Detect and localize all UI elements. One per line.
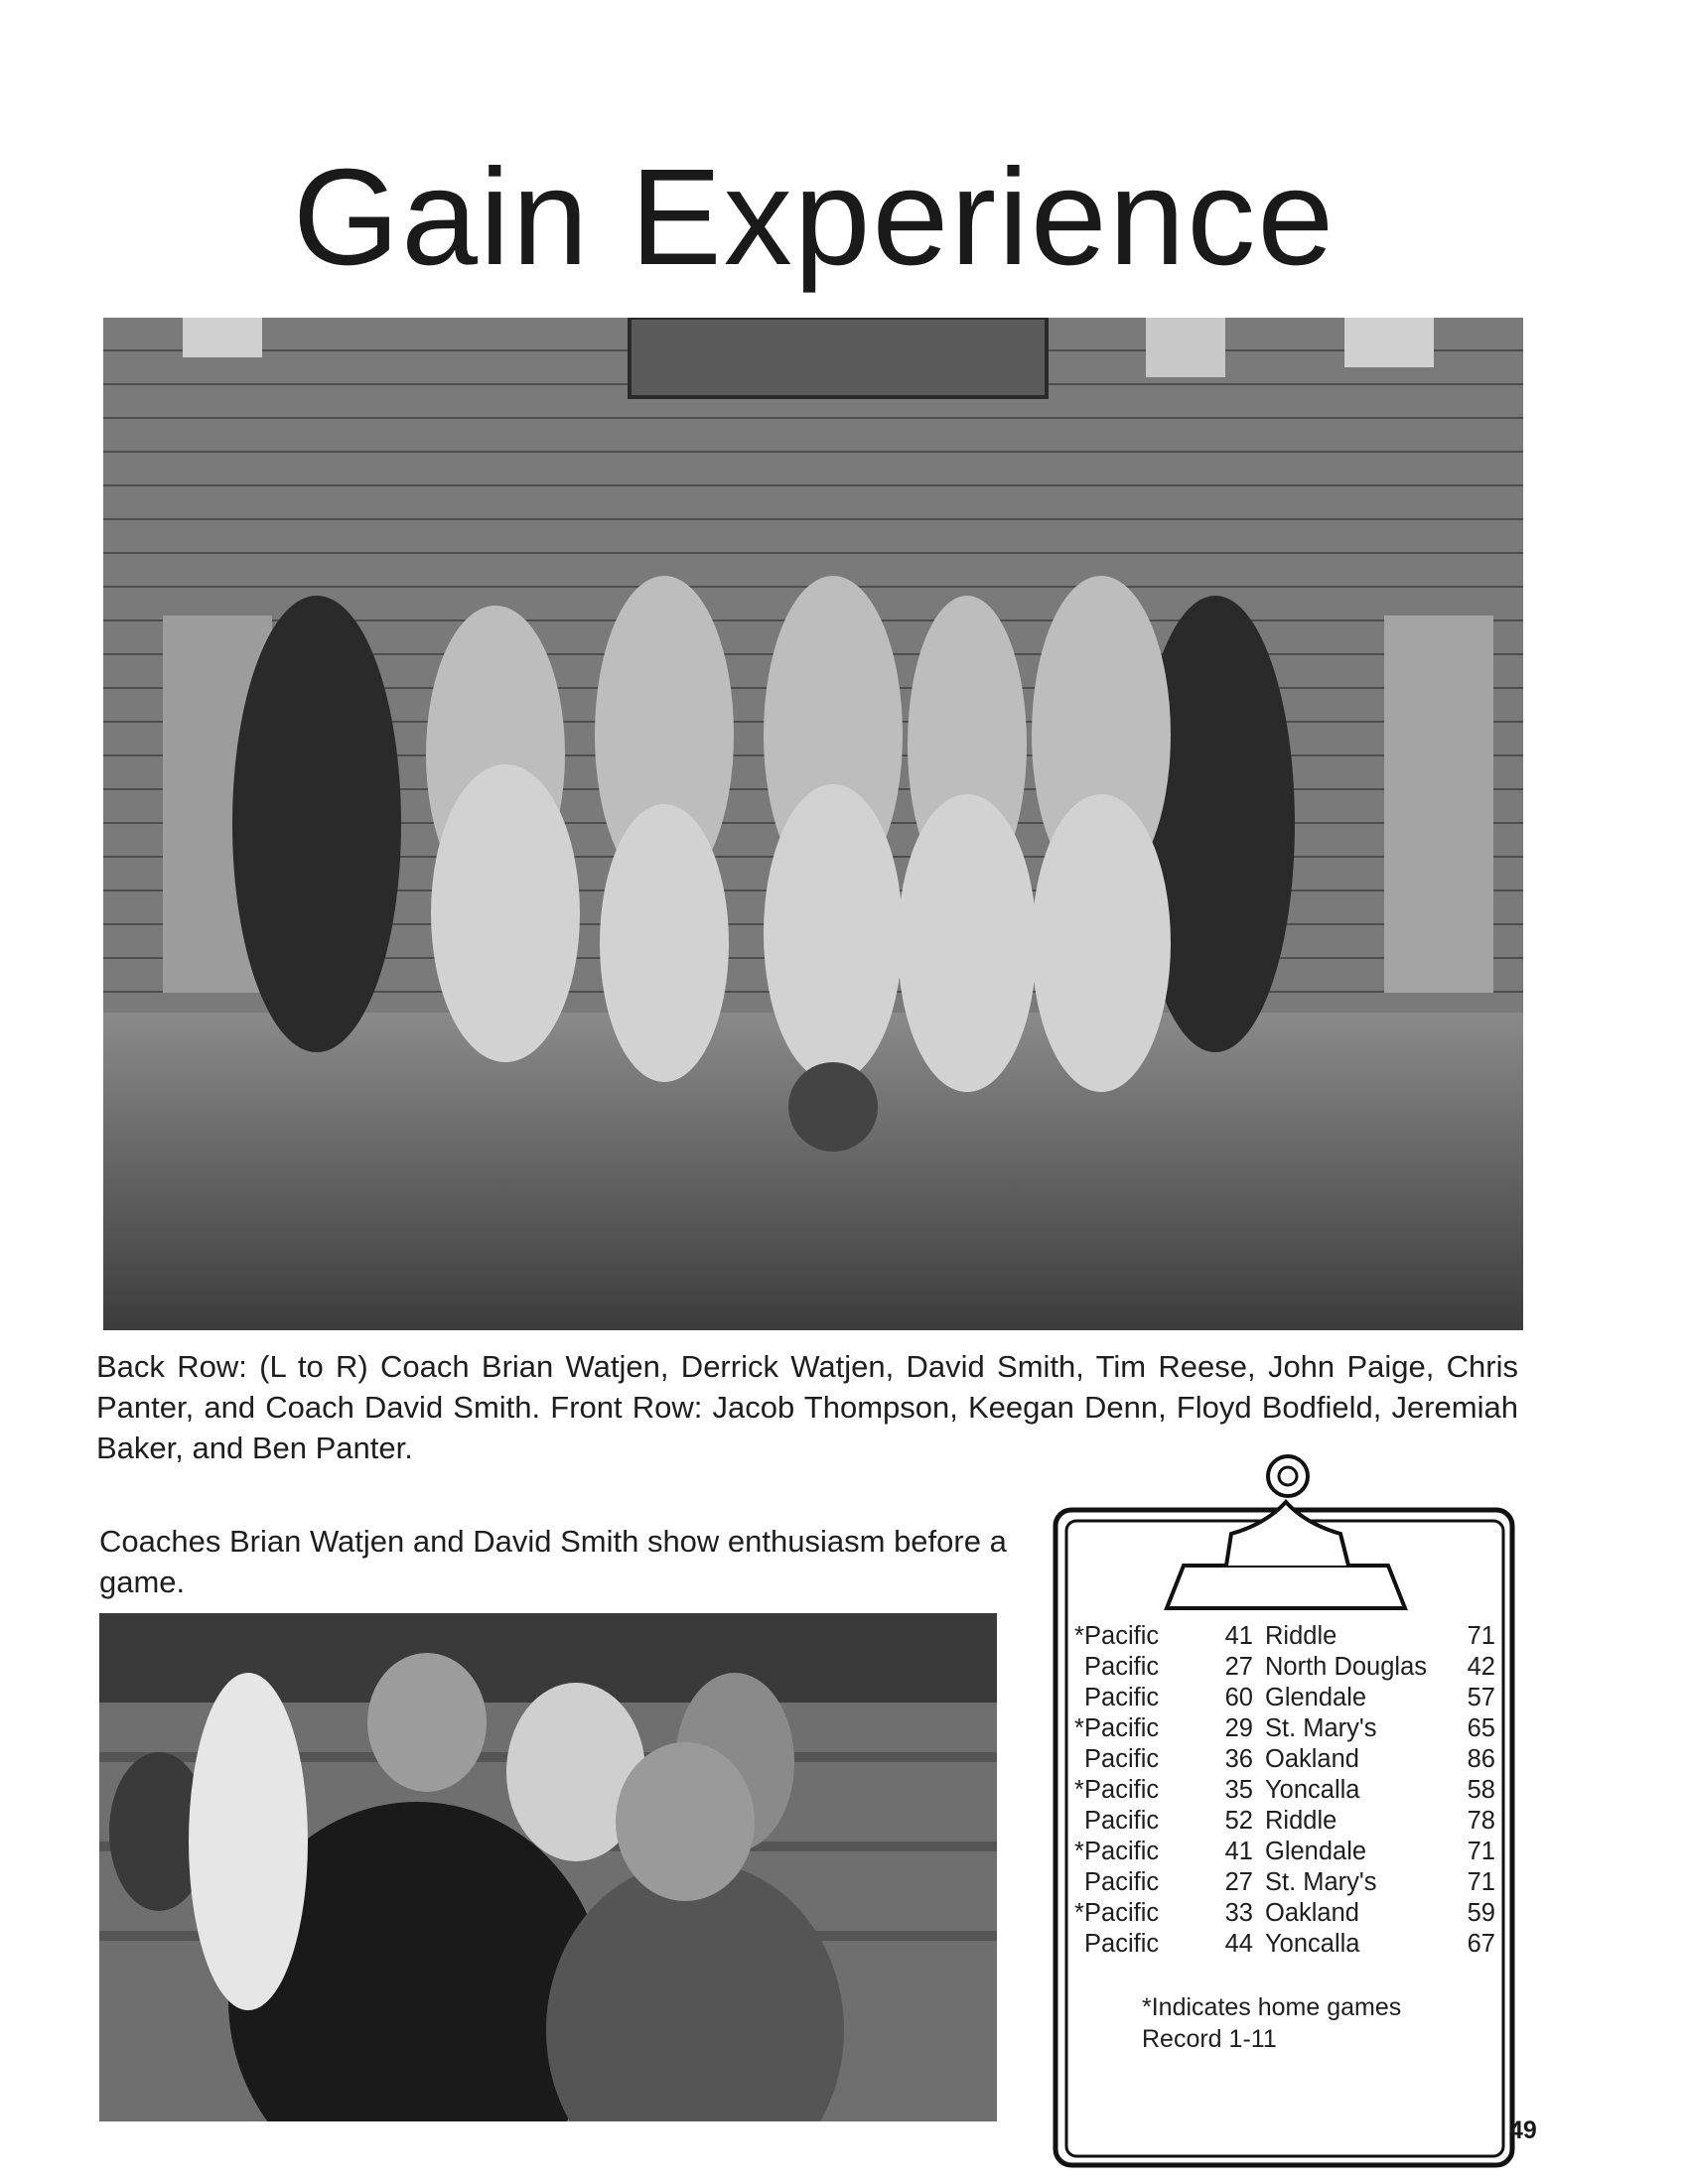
game-score: 41 <box>1224 1622 1253 1650</box>
game-opponent: Oakland <box>1265 1745 1359 1773</box>
coaches-photo-caption: Coaches Brian Watjen and David Smith show enthusiasm before a game. <box>99 1524 1007 1599</box>
game-team <box>1074 1867 1201 1898</box>
season-record: Record 1-11 <box>1142 2025 1277 2053</box>
team-name: Pacific <box>1084 1838 1160 1865</box>
game-opponent: Glendale <box>1265 1684 1367 1711</box>
game-team <box>1074 1713 1201 1744</box>
game-row <box>1074 1837 1495 1867</box>
game-opponent: Oakland <box>1265 1899 1359 1927</box>
game-opponent: St. Mary's <box>1265 1714 1377 1742</box>
game-opponent: North Douglas <box>1265 1653 1427 1681</box>
game-row <box>1074 1652 1495 1683</box>
team-name: Pacific <box>1084 1684 1160 1711</box>
coaches-photo-image <box>99 1613 997 2121</box>
game-score: 41 <box>1224 1838 1253 1865</box>
game-team <box>1074 1621 1201 1652</box>
home-marker: * <box>1074 1622 1084 1650</box>
game-team <box>1074 1837 1201 1867</box>
game-opponent-score: 71 <box>1467 1868 1495 1896</box>
coaches-photo <box>99 1613 997 2121</box>
game-row <box>1074 1744 1495 1775</box>
game-opponent: Yoncalla <box>1265 1776 1360 1804</box>
game-opponent-score: 78 <box>1467 1807 1495 1835</box>
game-score: 36 <box>1224 1745 1253 1773</box>
team-name: Pacific <box>1084 1899 1160 1927</box>
game-opponent-score: 71 <box>1467 1838 1495 1865</box>
team-name: Pacific <box>1084 1776 1160 1804</box>
game-team <box>1074 1898 1201 1929</box>
team-name: Pacific <box>1084 1622 1160 1650</box>
scoreboard-legend <box>1142 1991 1401 2055</box>
game-team <box>1074 1683 1201 1713</box>
team-photo <box>103 318 1523 1330</box>
home-marker: * <box>1074 1838 1084 1865</box>
team-name: Pacific <box>1084 1745 1160 1773</box>
home-games-note: *Indicates home games <box>1142 1993 1402 2021</box>
home-marker: * <box>1074 1714 1084 1742</box>
game-opponent-score: 59 <box>1467 1899 1495 1927</box>
game-opponent: Glendale <box>1265 1838 1367 1865</box>
game-score: 44 <box>1224 1930 1253 1958</box>
page-number: 49 <box>1509 2116 1537 2144</box>
home-marker: * <box>1074 1776 1084 1804</box>
game-row <box>1074 1806 1495 1837</box>
scoreboard-table <box>1074 1621 1495 1960</box>
game-score: 52 <box>1224 1807 1253 1835</box>
team-photo-caption: Back Row: (L to R) Coach Brian Watjen, Derrick Watjen, David Smith, Tim Reese, John Paige, Chris Panter, and Coach David Smith. Front Row: Jacob Thompson, Keegan Denn, Floyd Bodfield, Jeremiah Baker, and Ben Panter. <box>96 1349 1518 1465</box>
game-opponent: Yoncalla <box>1265 1930 1360 1958</box>
game-opponent: St. Mary's <box>1265 1868 1377 1896</box>
game-score: 35 <box>1224 1776 1253 1804</box>
game-team <box>1074 1929 1201 1960</box>
game-row <box>1074 1929 1495 1960</box>
game-score: 29 <box>1224 1714 1253 1742</box>
game-opponent-score: 42 <box>1467 1653 1495 1681</box>
game-opponent-score: 71 <box>1467 1622 1495 1650</box>
team-name: Pacific <box>1084 1807 1160 1835</box>
game-opponent-score: 58 <box>1467 1776 1495 1804</box>
game-row <box>1074 1621 1495 1652</box>
page-title: Gain Experience <box>292 141 1336 294</box>
game-row <box>1074 1898 1495 1929</box>
game-team <box>1074 1806 1201 1837</box>
home-marker: * <box>1074 1899 1084 1927</box>
game-row <box>1074 1867 1495 1898</box>
game-opponent-score: 67 <box>1467 1930 1495 1958</box>
game-opponent: Riddle <box>1265 1622 1337 1650</box>
game-team <box>1074 1652 1201 1683</box>
game-opponent-score: 57 <box>1467 1684 1495 1711</box>
game-team <box>1074 1775 1201 1806</box>
game-opponent-score: 65 <box>1467 1714 1495 1742</box>
game-opponent: Riddle <box>1265 1807 1337 1835</box>
game-score: 60 <box>1224 1684 1253 1711</box>
game-opponent-score: 86 <box>1467 1745 1495 1773</box>
team-photo-image <box>103 318 1523 1330</box>
team-name: Pacific <box>1084 1653 1160 1681</box>
game-row <box>1074 1683 1495 1713</box>
team-name: Pacific <box>1084 1868 1160 1896</box>
game-score: 27 <box>1224 1653 1253 1681</box>
team-name: Pacific <box>1084 1930 1160 1958</box>
game-team <box>1074 1744 1201 1775</box>
game-row <box>1074 1713 1495 1744</box>
team-name: Pacific <box>1084 1714 1160 1742</box>
game-score: 27 <box>1224 1868 1253 1896</box>
game-score: 33 <box>1224 1899 1253 1927</box>
game-row <box>1074 1775 1495 1806</box>
